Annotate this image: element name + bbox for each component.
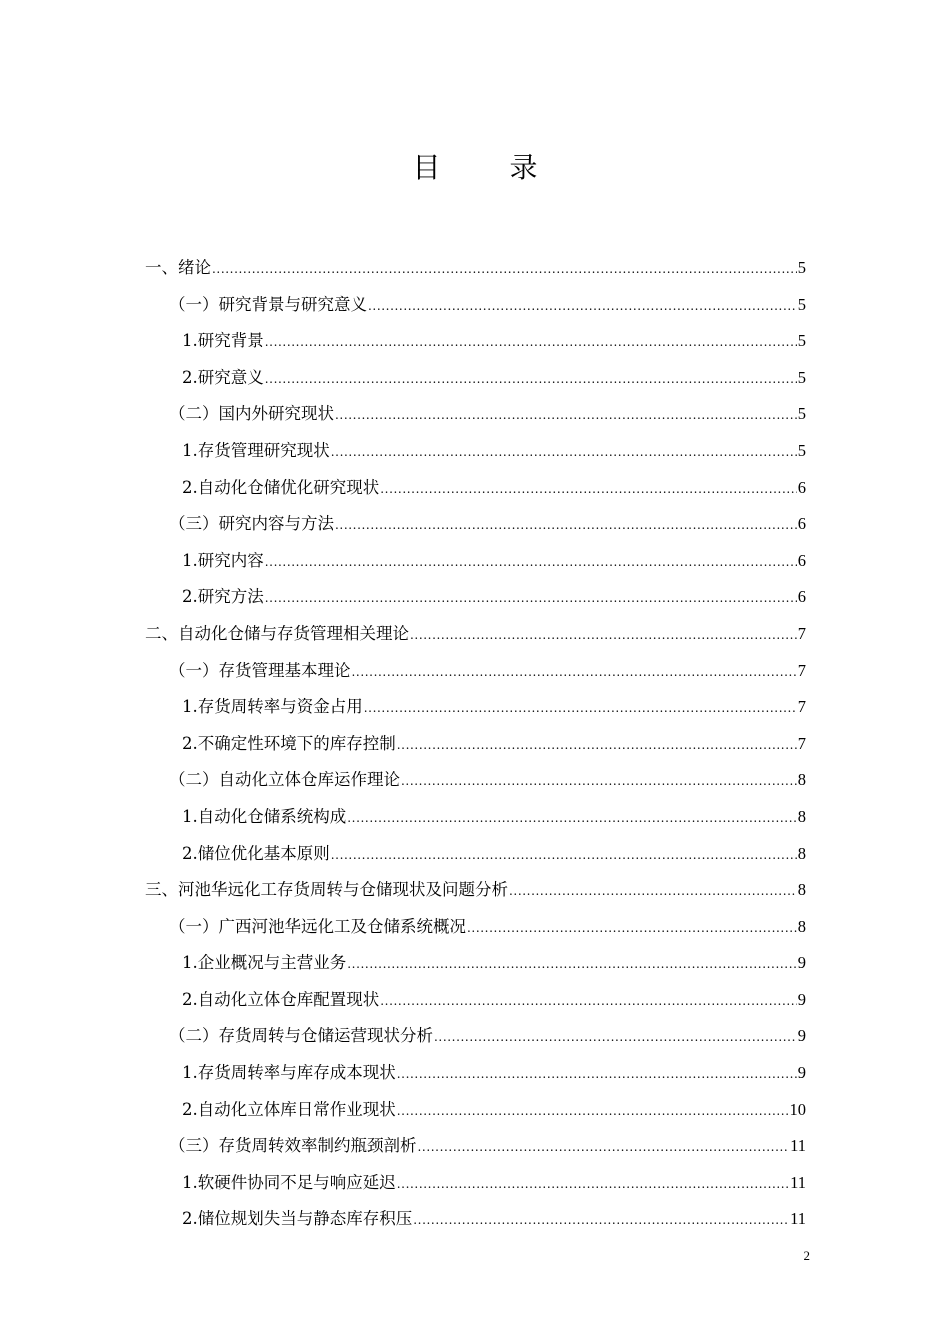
toc-entry[interactable] [145,360,806,397]
toc-entry[interactable] [145,1201,806,1238]
toc-entry-label: 2.研究方法 [182,587,264,607]
toc-entry[interactable] [145,616,806,653]
toc-entry[interactable] [145,1165,806,1202]
toc-entry[interactable] [145,543,806,580]
toc-dot-leader [331,434,797,471]
toc-entry[interactable] [145,323,806,360]
toc-entry-label: 2.自动化立体仓库配置现状 [182,989,380,1009]
toc-entry-page: 5 [797,294,806,314]
toc-entry[interactable] [145,287,806,324]
toc-entry-page: 5 [797,331,806,351]
toc-dot-leader [347,800,797,837]
toc-entry[interactable] [145,579,806,616]
toc-entry[interactable] [145,1128,806,1165]
toc-dot-leader [380,471,797,508]
toc-entry-page: 7 [797,697,806,717]
toc-dot-leader [347,946,797,983]
toc-entry-page: 5 [797,404,806,424]
toc-entry-label: 1.研究内容 [182,550,264,570]
toc-entry-page: 8 [797,806,806,826]
page-number: 2 [803,1248,810,1263]
toc-entry-label: （一）存货管理基本理论 [169,660,351,680]
toc-entry-page: 8 [797,916,806,936]
toc-entry[interactable] [145,799,806,836]
toc-entry-page: 6 [797,477,806,497]
toc-entry[interactable] [145,945,806,982]
toc-dot-leader [335,397,797,434]
toc-entry-page: 8 [797,880,806,900]
toc-entry-label: （二）国内外研究现状 [169,404,334,424]
toc-entry[interactable] [145,1092,806,1129]
page-title: 目 录 [412,151,568,184]
toc-entry[interactable] [145,1018,806,1055]
toc-entry[interactable] [145,689,806,726]
toc-entry-page: 5 [797,258,806,277]
toc-entry-label: 1.软硬件协同不足与响应延迟 [182,1172,396,1192]
toc-entry-label: （二）存货周转与仓储运营现状分析 [169,1026,433,1046]
toc-dot-leader [413,1202,789,1239]
toc-entry-page: 9 [797,989,806,1009]
toc-entry[interactable] [145,396,806,433]
toc-dot-leader [212,251,797,288]
toc-entry-label: 1.研究背景 [182,331,264,351]
toc-entry[interactable] [145,836,806,873]
toc-dot-leader [410,617,797,654]
toc-entry-page: 7 [797,623,806,643]
toc-entry-page: 10 [789,1099,806,1119]
toc-dot-leader [265,361,797,398]
toc-entry-page: 9 [797,1063,806,1083]
toc-entry-label: 2.储位优化基本原则 [182,843,330,863]
toc-entry-page: 11 [790,1172,806,1192]
toc-dot-leader [434,1019,797,1056]
table-of-contents [145,250,806,1238]
toc-dot-leader [397,727,797,764]
toc-entry-label: 三、河池华远化工存货周转与仓储现状及问题分析 [145,880,508,900]
toc-entry[interactable] [145,872,806,909]
toc-entry-label: （三）研究内容与方法 [169,514,334,534]
toc-entry-page: 6 [797,587,806,607]
toc-entry-label: 1.存货周转率与资金占用 [182,697,363,717]
toc-entry-page: 5 [797,367,806,387]
toc-entry-page: 8 [797,843,806,863]
toc-entry-label: 2.储位规划失当与静态库存积压 [182,1209,413,1229]
toc-entry-page: 6 [797,550,806,570]
toc-entry-label: （一）广西河池华远化工及仓储系统概况 [169,916,466,936]
toc-dot-leader [331,837,797,874]
toc-dot-leader [397,1056,797,1093]
toc-entry[interactable] [145,762,806,799]
toc-dot-leader [401,763,797,800]
toc-entry-page: 9 [797,1026,806,1046]
toc-entry-label: 1.存货周转率与库存成本现状 [182,1063,396,1083]
toc-entry-label: 一、绪论 [145,258,211,277]
toc-entry-page: 9 [797,953,806,973]
toc-entry-label: 2.自动化立体库日常作业现状 [182,1099,396,1119]
toc-dot-leader [364,690,797,727]
toc-dot-leader [467,910,797,947]
toc-dot-leader [509,873,797,910]
toc-entry-label: 1.存货管理研究现状 [182,440,330,460]
toc-dot-leader [352,654,797,691]
toc-entry-label: 二、自动化仓储与存货管理相关理论 [145,623,409,643]
toc-dot-leader [265,544,797,581]
toc-entry-label: 1.自动化仓储系统构成 [182,806,347,826]
toc-entry-page: 6 [797,514,806,534]
toc-entry-page: 11 [790,1209,806,1229]
toc-entry-label: 2.自动化仓储优化研究现状 [182,477,380,497]
toc-entry-label: 2.研究意义 [182,367,264,387]
toc-dot-leader [397,1166,789,1203]
toc-dot-leader [380,983,797,1020]
toc-entry[interactable] [145,506,806,543]
toc-entry[interactable] [145,433,806,470]
toc-dot-leader [265,580,797,617]
toc-dot-leader [265,324,797,361]
toc-entry-page: 8 [797,770,806,790]
toc-dot-leader [418,1129,790,1166]
toc-entry[interactable] [145,470,806,507]
toc-entry-page: 5 [797,440,806,460]
toc-dot-leader [368,288,797,325]
toc-entry-label: （三）存货周转效率制约瓶颈剖析 [169,1136,417,1156]
toc-dot-leader [335,507,797,544]
toc-entry-page: 11 [790,1136,806,1156]
toc-entry[interactable] [145,982,806,1019]
toc-entry[interactable] [145,250,806,287]
toc-entry[interactable] [145,1055,806,1092]
toc-entry-label: 2.不确定性环境下的库存控制 [182,733,396,753]
toc-entry-label: （二）自动化立体仓库运作理论 [169,770,400,790]
toc-entry[interactable] [145,653,806,690]
toc-entry[interactable] [145,909,806,946]
toc-entry-label: 1.企业概况与主营业务 [182,953,347,973]
toc-entry-label: （一）研究背景与研究意义 [169,294,367,314]
toc-entry-page: 7 [797,660,806,680]
toc-entry-page: 7 [797,733,806,753]
toc-dot-leader [397,1093,789,1130]
toc-entry[interactable] [145,726,806,763]
